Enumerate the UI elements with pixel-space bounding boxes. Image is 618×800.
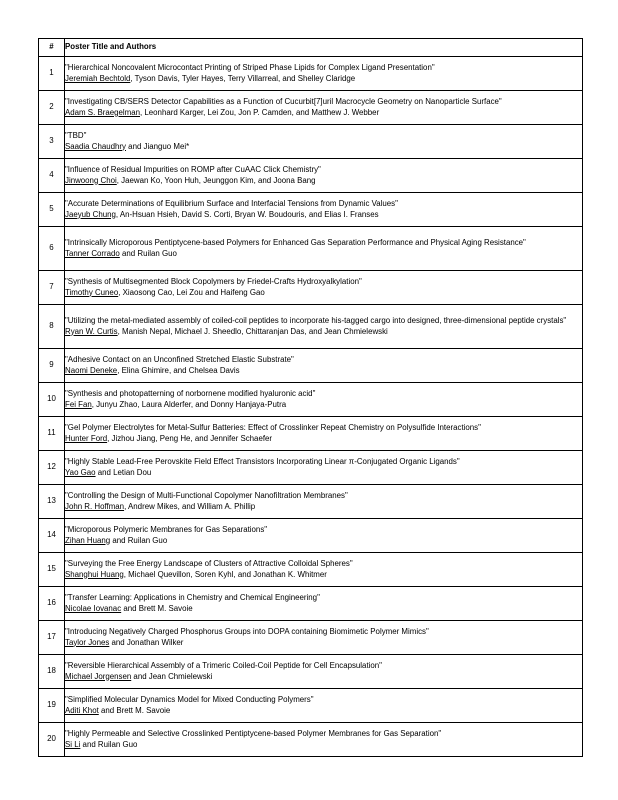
poster-authors bbox=[65, 210, 582, 220]
presenting-author: Fei Fan bbox=[65, 399, 92, 409]
presenting-author: Naomi Deneke bbox=[65, 365, 118, 375]
poster-number: 4 bbox=[39, 159, 65, 193]
presenting-author: Tanner Corrado bbox=[65, 248, 120, 258]
poster-entry bbox=[65, 485, 583, 519]
presenting-author: Si Li bbox=[65, 739, 81, 749]
poster-table bbox=[38, 38, 583, 757]
co-authors: , Elina Ghimire, and Chelsea Davis bbox=[117, 365, 240, 375]
table-row bbox=[39, 417, 583, 451]
table-row bbox=[39, 383, 583, 417]
poster-number: 9 bbox=[39, 349, 65, 383]
poster-authors bbox=[65, 108, 582, 118]
poster-authors bbox=[65, 706, 582, 716]
poster-entry bbox=[65, 383, 583, 417]
poster-number: 5 bbox=[39, 193, 65, 227]
header-number: # bbox=[39, 39, 65, 57]
table-row bbox=[39, 305, 583, 349]
poster-authors bbox=[65, 638, 582, 648]
poster-title: "Gel Polymer Electrolytes for Metal-Sulfur Batteries: Effect of Crosslinker Repeat Chemistry on Polysulfide Interactions" bbox=[65, 423, 481, 433]
poster-authors bbox=[65, 327, 582, 337]
poster-title: "Simplified Molecular Dynamics Model for Mixed Conducting Polymers" bbox=[65, 695, 314, 705]
co-authors: and Brett M. Savoie bbox=[121, 603, 193, 613]
presenting-author: Aditi Khot bbox=[65, 705, 99, 715]
poster-title: "Synthesis of Multisegmented Block Copolymers by Friedel-Crafts Hydroxyalkylation" bbox=[65, 277, 362, 287]
poster-number: 19 bbox=[39, 689, 65, 723]
presenting-author: Zihan Huang bbox=[65, 535, 111, 545]
co-authors: , Jaewan Ko, Yoon Huh, Jeunggon Kim, and Joona Bang bbox=[116, 175, 316, 185]
table-row bbox=[39, 689, 583, 723]
poster-number: 2 bbox=[39, 91, 65, 125]
presenting-author: Yao Gao bbox=[65, 467, 96, 477]
co-authors: and Ruilan Guo bbox=[119, 248, 177, 258]
table-row bbox=[39, 349, 583, 383]
poster-authors bbox=[65, 502, 582, 512]
table-row bbox=[39, 193, 583, 227]
co-authors: , An-Hsuan Hsieh, David S. Corti, Bryan W. Boudouris, and Elias I. Franses bbox=[115, 209, 379, 219]
table-row bbox=[39, 271, 583, 305]
poster-number: 14 bbox=[39, 519, 65, 553]
poster-number: 17 bbox=[39, 621, 65, 655]
poster-number: 12 bbox=[39, 451, 65, 485]
co-authors: , Andrew Mikes, and William A. Phillip bbox=[124, 501, 256, 511]
table-row bbox=[39, 553, 583, 587]
poster-authors bbox=[65, 288, 582, 298]
presenting-author: Shanghui Huang bbox=[65, 569, 124, 579]
co-authors: , Jizhou Jiang, Peng He, and Jennifer Schaefer bbox=[107, 433, 273, 443]
poster-title: "Highly Permeable and Selective Crosslinked Pentiptycene-based Polymer Membranes for Gas Separation" bbox=[65, 729, 442, 739]
poster-title: "TBD" bbox=[65, 131, 87, 141]
poster-entry bbox=[65, 417, 583, 451]
presenting-author: Hunter Ford bbox=[65, 433, 108, 443]
table-row bbox=[39, 485, 583, 519]
poster-entry bbox=[65, 587, 583, 621]
poster-number: 18 bbox=[39, 655, 65, 689]
poster-entry bbox=[65, 689, 583, 723]
poster-title: "Adhesive Contact on an Unconfined Stretched Elastic Substrate" bbox=[65, 355, 294, 365]
poster-authors bbox=[65, 434, 582, 444]
poster-authors bbox=[65, 536, 582, 546]
poster-title: "Reversible Hierarchical Assembly of a Trimeric Coiled-Coil Peptide for Cell Encapsulation" bbox=[65, 661, 382, 671]
poster-number: 8 bbox=[39, 305, 65, 349]
poster-number: 15 bbox=[39, 553, 65, 587]
poster-entry bbox=[65, 91, 583, 125]
table-row bbox=[39, 519, 583, 553]
poster-entry bbox=[65, 125, 583, 159]
co-authors: , Manish Nepal, Michael J. Sheedlo, Chittaranjan Das, and Jean Chmielewski bbox=[117, 326, 388, 336]
poster-entry bbox=[65, 159, 583, 193]
poster-title: "Influence of Residual Impurities on ROMP after CuAAC Click Chemistry" bbox=[65, 165, 321, 175]
poster-entry bbox=[65, 723, 583, 757]
poster-authors bbox=[65, 468, 582, 478]
poster-title: "Hierarchical Noncovalent Microcontact Printing of Striped Phase Lipids for Complex Ligand Presentation" bbox=[65, 63, 435, 73]
co-authors: and Letian Dou bbox=[95, 467, 152, 477]
poster-entry bbox=[65, 349, 583, 383]
poster-title: "Investigating CB/SERS Detector Capabilities as a Function of Cucurbit[7]uril Macrocycle Geometry on Nanoparticle Surface" bbox=[65, 97, 502, 107]
presenting-author: Michael Jorgensen bbox=[65, 671, 132, 681]
presenting-author: Saadia Chaudhry bbox=[65, 141, 126, 151]
table-row bbox=[39, 125, 583, 159]
table-row bbox=[39, 451, 583, 485]
poster-title: "Surveying the Free Energy Landscape of Clusters of Attractive Colloidal Spheres" bbox=[65, 559, 353, 569]
co-authors: and Jonathan Wilker bbox=[109, 637, 184, 647]
table-row bbox=[39, 621, 583, 655]
co-authors: , Junyu Zhao, Laura Alderfer, and Donny Hanjaya-Putra bbox=[91, 399, 287, 409]
poster-authors bbox=[65, 570, 582, 580]
co-authors: and Ruilan Guo bbox=[110, 535, 168, 545]
poster-number: 1 bbox=[39, 57, 65, 91]
poster-authors bbox=[65, 400, 582, 410]
table-row bbox=[39, 587, 583, 621]
presenting-author: Jaeyub Chung bbox=[65, 209, 116, 219]
table-row bbox=[39, 655, 583, 689]
poster-number: 10 bbox=[39, 383, 65, 417]
poster-authors bbox=[65, 249, 582, 259]
presenting-author: Jinwoong Choi bbox=[65, 175, 117, 185]
co-authors: , Leonhard Karger, Lei Zou, Jon P. Camden, and Matthew J. Webber bbox=[140, 107, 380, 117]
presenting-author: Timothy Cuneo bbox=[65, 287, 119, 297]
poster-title: "Microporous Polymeric Membranes for Gas Separations" bbox=[65, 525, 268, 535]
poster-number: 16 bbox=[39, 587, 65, 621]
co-authors: and Brett M. Savoie bbox=[98, 705, 171, 715]
poster-entry bbox=[65, 451, 583, 485]
co-authors: , Michael Quevillon, Soren Kyhl, and Jonathan K. Whitmer bbox=[123, 569, 327, 579]
poster-authors bbox=[65, 604, 582, 614]
poster-title: "Transfer Learning: Applications in Chemistry and Chemical Engineering" bbox=[65, 593, 320, 603]
poster-entry bbox=[65, 655, 583, 689]
presenting-author: Ryan W. Curtis bbox=[65, 326, 118, 336]
presenting-author: Adam S. Braegelman bbox=[65, 107, 140, 117]
poster-number: 7 bbox=[39, 271, 65, 305]
presenting-author: Taylor Jones bbox=[65, 637, 110, 647]
co-authors: , Tyson Davis, Tyler Hayes, Terry Villarreal, and Shelley Claridge bbox=[130, 73, 356, 83]
poster-title: "Synthesis and photopatterning of norbornene modified hyaluronic acid" bbox=[65, 389, 316, 399]
poster-entry bbox=[65, 621, 583, 655]
table-header-row bbox=[39, 39, 583, 57]
poster-entry bbox=[65, 519, 583, 553]
table-row bbox=[39, 57, 583, 91]
poster-title: "Highly Stable Lead-Free Perovskite Field Effect Transistors Incorporating Linear π-Conjugated Organic Ligands" bbox=[65, 457, 460, 467]
poster-number: 6 bbox=[39, 227, 65, 271]
presenting-author: Nicolae Iovanac bbox=[65, 603, 122, 613]
poster-number: 13 bbox=[39, 485, 65, 519]
table-row bbox=[39, 723, 583, 757]
poster-title: "Introducing Negatively Charged Phosphorus Groups into DOPA containing Biomimetic Polymer Mimics" bbox=[65, 627, 429, 637]
poster-entry bbox=[65, 553, 583, 587]
poster-entry bbox=[65, 305, 583, 349]
presenting-author: John R. Hoffman bbox=[65, 501, 125, 511]
poster-number: 3 bbox=[39, 125, 65, 159]
presenting-author: Jeremiah Bechtold bbox=[65, 73, 131, 83]
poster-authors bbox=[65, 366, 582, 376]
poster-title: "Controlling the Design of Multi-Functional Copolymer Nanofiltration Membranes" bbox=[65, 491, 348, 501]
poster-authors bbox=[65, 740, 582, 750]
table-row bbox=[39, 159, 583, 193]
poster-title: "Utilizing the metal-mediated assembly of coiled-coil peptides to incorporate his-tagged cargo into designed, three-dimensional peptide crystals" bbox=[65, 316, 567, 326]
poster-authors bbox=[65, 176, 582, 186]
co-authors: and Ruilan Guo bbox=[80, 739, 138, 749]
poster-number: 20 bbox=[39, 723, 65, 757]
header-title-authors: Poster Title and Authors bbox=[65, 39, 583, 57]
poster-title: "Intrinsically Microporous Pentiptycene-based Polymers for Enhanced Gas Separation Performance and Physical Aging Resistance" bbox=[65, 238, 526, 248]
poster-authors bbox=[65, 74, 582, 84]
poster-authors bbox=[65, 672, 582, 682]
poster-entry bbox=[65, 193, 583, 227]
table-row bbox=[39, 227, 583, 271]
poster-entry bbox=[65, 227, 583, 271]
co-authors: , Xiaosong Cao, Lei Zou and Haifeng Gao bbox=[118, 287, 265, 297]
poster-entry bbox=[65, 271, 583, 305]
poster-number: 11 bbox=[39, 417, 65, 451]
poster-entry bbox=[65, 57, 583, 91]
table-row bbox=[39, 91, 583, 125]
co-authors: and Jianguo Mei* bbox=[125, 141, 190, 151]
poster-authors bbox=[65, 142, 582, 152]
poster-title: "Accurate Determinations of Equilibrium Surface and Interfacial Tensions from Dynamic Values" bbox=[65, 199, 398, 209]
co-authors: and Jean Chmielewski bbox=[131, 671, 213, 681]
